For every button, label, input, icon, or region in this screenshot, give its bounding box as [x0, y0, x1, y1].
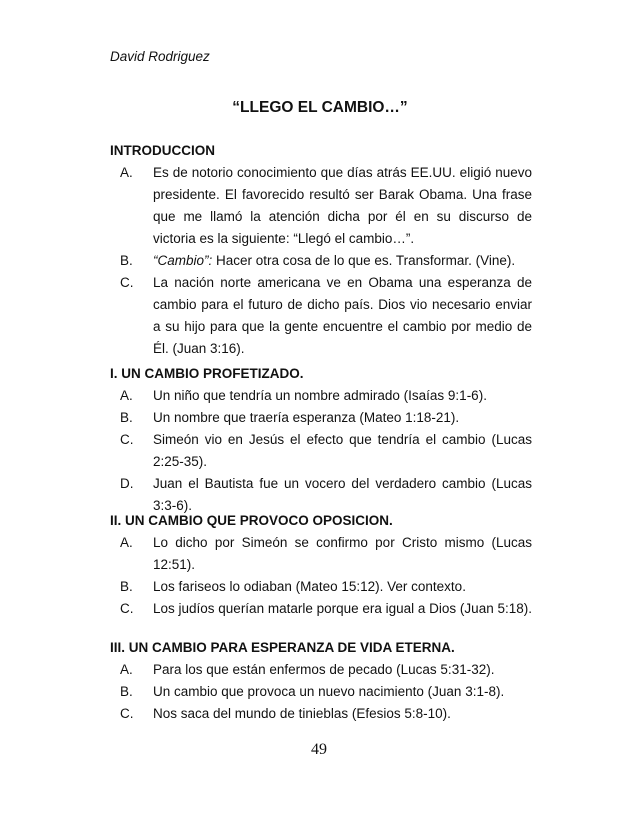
- item-text: Un cambio que provoca un nuevo nacimiento (Juan 3:1-8).: [153, 684, 505, 699]
- sermon-title: “LLEGO EL CAMBIO…”: [232, 99, 408, 116]
- item-letter: B.: [120, 410, 133, 425]
- item-text: Un niño que tendría un nombre admirado (Isaías 9:1-6).: [153, 388, 487, 403]
- section-heading: II. UN CAMBIO QUE PROVOCO OPOSICION.: [110, 513, 393, 528]
- item-letter: C.: [120, 706, 134, 721]
- section-cambio-profetizado: [110, 363, 532, 517]
- list-item: [110, 659, 532, 681]
- list-item: [110, 576, 532, 598]
- section-introduccion: [110, 140, 532, 360]
- list-item: [110, 532, 532, 576]
- item-text: Los fariseos lo odiaban (Mateo 15:12). Ver contexto.: [153, 579, 466, 594]
- item-letter: A.: [120, 535, 133, 550]
- section-cambio-oposicion: [110, 510, 532, 620]
- item-letter: B.: [120, 579, 133, 594]
- item-letter: C.: [120, 275, 134, 290]
- item-text: Un nombre que traería esperanza (Mateo 1:18-21).: [153, 410, 460, 425]
- item-text: Hacer otra cosa de lo que es. Transformar. (Vine).: [212, 253, 516, 268]
- item-emphasis: “Cambio”:: [153, 253, 213, 268]
- list-item: [110, 703, 532, 725]
- item-text: Lo dicho por Simeón se confirmo por Cristo mismo (Lucas 12:51).: [153, 535, 532, 572]
- section-heading: I. UN CAMBIO PROFETIZADO.: [110, 366, 304, 381]
- item-letter: D.: [120, 476, 134, 491]
- item-letter: B.: [120, 253, 133, 268]
- list-item: [110, 429, 532, 473]
- section-cambio-esperanza: [110, 637, 532, 725]
- item-text: La nación norte americana ve en Obama una esperanza de cambio para el futuro de dicho país. Dios vio necesario enviar a su hijo para que la gente encuentre el cambio por medio de Él. (Juan 3:16).: [153, 275, 532, 356]
- item-letter: A.: [120, 662, 133, 677]
- page-number: 49: [311, 741, 327, 758]
- item-text: Nos saca del mundo de tinieblas (Efesios 5:8-10).: [153, 706, 451, 721]
- section-heading: III. UN CAMBIO PARA ESPERANZA DE VIDA ETERNA.: [110, 640, 455, 655]
- item-letter: B.: [120, 684, 133, 699]
- item-letter: C.: [120, 601, 134, 616]
- list-item: [110, 598, 532, 620]
- list-item: [110, 272, 532, 360]
- section-heading: INTRODUCCION: [110, 143, 215, 158]
- list-item: [110, 681, 532, 703]
- item-text: Los judíos querían matarle porque era igual a Dios (Juan 5:18).: [153, 601, 532, 616]
- list-item: [110, 250, 532, 272]
- item-letter: A.: [120, 165, 133, 180]
- item-text: Para los que están enfermos de pecado (Lucas 5:31-32).: [153, 662, 495, 677]
- item-letter: A.: [120, 388, 133, 403]
- item-letter: C.: [120, 432, 134, 447]
- item-text: Simeón vio en Jesús el efecto que tendría el cambio (Lucas 2:25-35).: [153, 432, 532, 469]
- item-text: Es de notorio conocimiento que días atrás EE.UU. eligió nuevo presidente. El favorecido resultó ser Barak Obama. Una frase que me llamó la atención dicha por él en su discurso de victoria es la siguiente: “Llegó el cambio…”.: [153, 165, 532, 246]
- list-item: [110, 407, 532, 429]
- item-text: Juan el Bautista fue un vocero del verdadero cambio (Lucas 3:3-6).: [153, 476, 532, 513]
- list-item: [110, 162, 532, 250]
- list-item: [110, 385, 532, 407]
- running-header-author: David Rodriguez: [110, 49, 210, 64]
